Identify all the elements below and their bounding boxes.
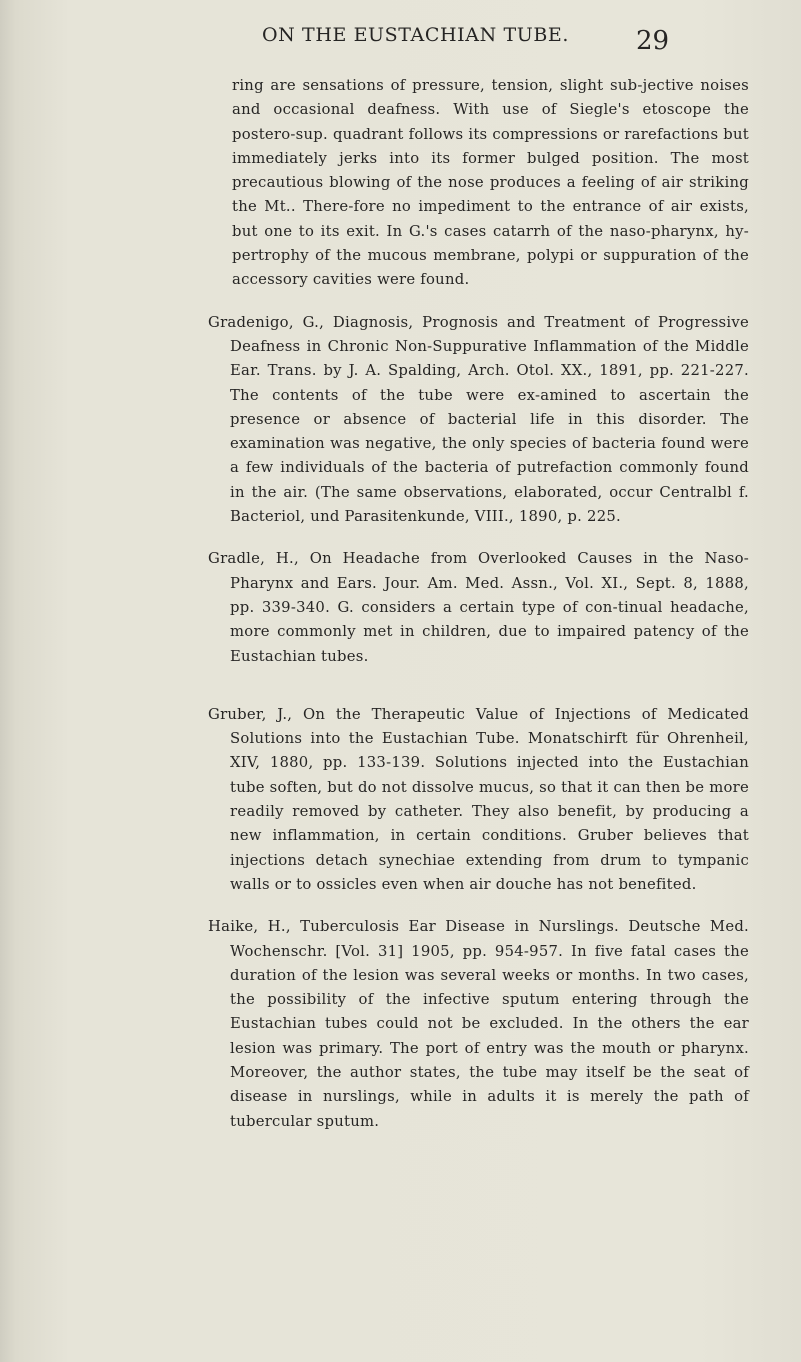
running-title: ON THE EUSTACHIAN TUBE. bbox=[262, 24, 570, 46]
bibliography-entry-haike: Haike, H., Tuberculosis Ear Disease in Nurslings. Deutsche Med. Wochenschr. [Vol. 31] 1905, pp. 954-957. In five fatal cases the duration of the lesion was several weeks or months. In two cases, the possibility of the infective sputum entering through the Eustachian tubes could not be excluded. In the others the ear lesion was primary. The port of entry was the mouth or pharynx. Moreover, the author states, the tube may itself be the seat of disease in nurslings, while in adults it is merely the path of tubercular sputum. bbox=[208, 918, 749, 1130]
running-head bbox=[0, 0, 801, 60]
bibliography-entry-gradle: Gradle, H., On Headache from Overlooked Causes in the Naso-Pharynx and Ears. Jour. Am. Med. Assn., Vol. XI., Sept. 8, 1888, pp. 339-340. G. considers a certain type of con-tinual headache, more commonly met in children, due to impaired patency of the Eustachian tubes. bbox=[208, 550, 749, 665]
body-text bbox=[208, 74, 749, 1152]
bibliography-entry-gradenigo: Gradenigo, G., Diagnosis, Prognosis and Treatment of Progressive Deafness in Chronic Non-Suppurative Inflammation of the Middle Ear. Trans. by J. A. Spalding, Arch. Otol. XX., 1891, pp. 221-227. The contents of the tube were ex-amined to ascertain the presence or absence of bacterial life in this disorder. The examination was negative, the only species of bacteria found were a few individuals of the bacteria of putrefaction commonly found in the air. (The same observations, elaborated, occur Centralbl f. Bacteriol, und Parasitenkunde, VIII., 1890, p. 225. bbox=[208, 313, 749, 526]
paragraph-continuation: ring are sensations of pressure, tension, slight sub-jective noises and occasional deafness. With use of Siegle's etoscope the postero-sup. quadrant follows its compressions or rarefactions but immediately jerks into its former bulged position. The most precautious blowing of the nose produces a feeling of air striking the Mt.. There-fore no impediment to the entrance of air exists, but one to its exit. In G.'s cases catarrh of the naso-pharynx, hy-pertrophy of the mucous membrane, polypi or suppuration of the accessory cavities were found. bbox=[232, 77, 749, 289]
bibliography-entry-gruber: Gruber, J., On the Therapeutic Value of Injections of Medicated Solutions into the Eustachian Tube. Monatschirft für Ohrenheil, XIV, 1880, pp. 133-139. Solutions injected into the Eustachian tube soften, but do not dissolve mucus, so that it can then be more readily removed by catheter. They also benefit, by producing a new inflammation, in certain conditions. Gruber believes that injections detach synechiae extending from drum to tympanic walls or to ossicles even when air douche has not benefited. bbox=[208, 705, 749, 893]
page-number: 29 bbox=[636, 26, 670, 56]
